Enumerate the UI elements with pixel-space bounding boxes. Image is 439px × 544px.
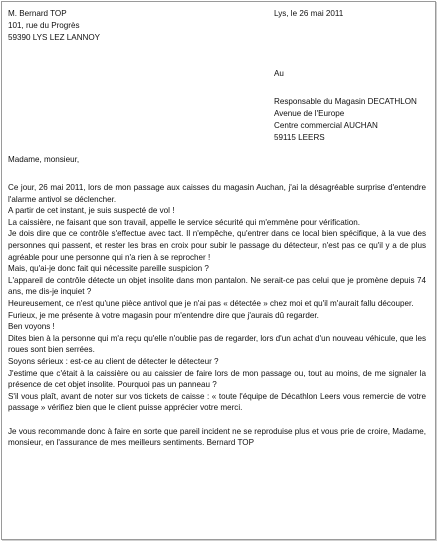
paragraph: La caissière, ne faisant que son travail, appelle le service sécurité qui m'emmène pour vérification. bbox=[8, 217, 361, 227]
recipient-line-4: 59115 LEERS bbox=[274, 133, 325, 142]
recipient-prefix: Au bbox=[274, 69, 284, 78]
paragraph: S'il vous plaît, avant de noter sur vos tickets de caisse : « toute l'équipe de Décathlon Leers vous remercie de votre passage » vérifiez bien que le client puisse apprécier votre merci. bbox=[8, 391, 426, 413]
paragraph: Heureusement, ce n'est qu'une pièce antivol que je n'ai pas « détectée » chez moi et qu'il m'aurait fallu découper. bbox=[8, 298, 414, 308]
sender-street: 101, rue du Progrès bbox=[8, 21, 80, 30]
paragraph: Mais, qu'ai-je donc fait qui nécessite pareille suspicion ? bbox=[8, 264, 209, 274]
sender-address bbox=[8, 8, 100, 44]
paragraph: J'estime que c'était à la caissière ou au caissier de faire lors de mon passage ou, tout au moins, de me signaler la présence de cet objet insolite. Pourquoi pas un panneau ? bbox=[8, 368, 426, 390]
letter-body bbox=[8, 182, 426, 449]
paragraph: L'appareil de contrôle détecte un objet insolite dans mon pantalon. Ne serait-ce pas celui que je promène depuis 74 ans, me dis-je inquiet ? bbox=[8, 275, 426, 297]
paragraph: Dites bien à la personne qui m'a reçu qu'elle n'oublie pas de regarder, lors d'un achat d'un nouveau véhicule, que les roues sont bien serrées. bbox=[8, 333, 426, 355]
paragraph: Ben voyons ! bbox=[8, 322, 55, 332]
recipient-line-3: Centre commercial AUCHAN bbox=[274, 121, 378, 130]
sender-city: 59390 LYS LEZ LANNOY bbox=[8, 33, 101, 42]
paragraph: Furieux, je me présente à votre magasin pour m'entendre dire que j'aurais dû regarder. bbox=[8, 310, 319, 320]
letter-page bbox=[1, 1, 436, 540]
letter-date: Lys, le 26 mai 2011 bbox=[274, 9, 344, 18]
sender-name: M. Bernard TOP bbox=[8, 9, 67, 18]
salutation: Madame, monsieur, bbox=[8, 155, 80, 164]
paragraph: Je dois dire que ce contrôle s'effectue avec tact. Il n'empêche, qu'entrer dans ce local bien spécifique, à la vue des personnes qui passent, et rester les bras en croix pour subir le passage du détecteur, n'est pas ce qu'il y a de plus agréable pour une personne qui n'a rien à se reprocher ! bbox=[8, 229, 426, 262]
recipient-line-1: Responsable du Magasin DECATHLON bbox=[274, 97, 417, 106]
recipient-address bbox=[274, 96, 417, 144]
paragraph: A partir de cet instant, je suis suspecté de vol ! bbox=[8, 206, 175, 216]
paragraph: Soyons sérieux : est-ce au client de détecter le détecteur ? bbox=[8, 356, 219, 366]
paragraph: Ce jour, 26 mai 2011, lors de mon passage aux caisses du magasin Auchan, j'ai la désagréable surprise d'entendre l'alarme antivol se déclencher. bbox=[8, 183, 426, 204]
recipient-line-2: Avenue de l'Europe bbox=[274, 109, 345, 118]
closing-paragraph: Je vous recommande donc à faire en sorte que pareil incident ne se reproduise plus et vous prie de croire, Madame, monsieur, en l'assurance de mes meilleurs sentiments. Bernard TOP bbox=[8, 426, 426, 448]
